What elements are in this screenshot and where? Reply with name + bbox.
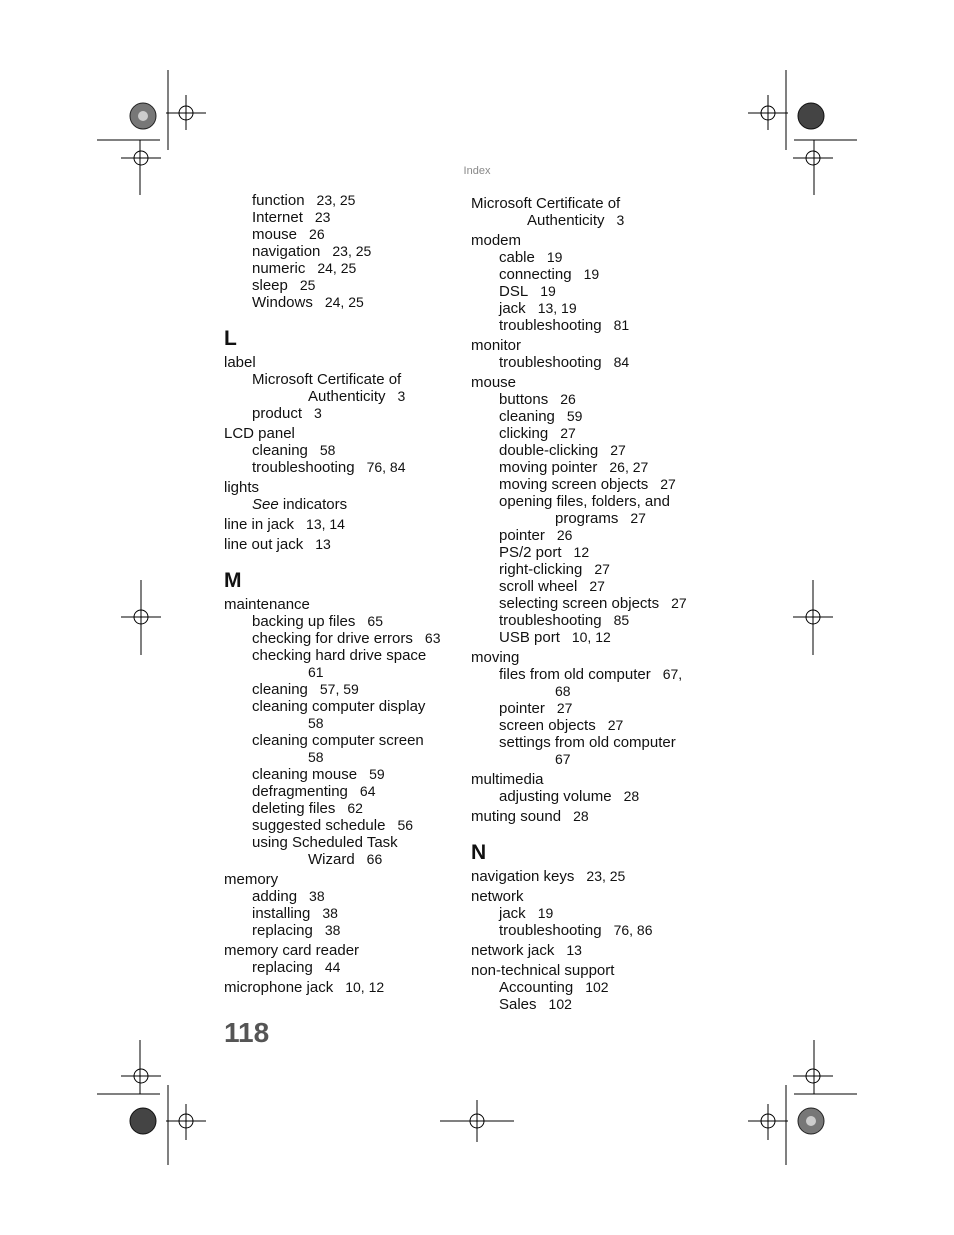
index-entry xyxy=(471,195,711,212)
index-term: connecting xyxy=(499,266,572,283)
section-letter: L xyxy=(224,327,237,350)
index-term: moving xyxy=(471,649,520,666)
index-term: cleaning xyxy=(499,408,555,425)
index-entry xyxy=(471,734,711,751)
index-term: deleting files xyxy=(252,800,336,817)
index-term: Authenticity xyxy=(527,212,605,229)
index-term: cable xyxy=(499,249,535,266)
index-entry xyxy=(471,751,711,768)
index-term: troubleshooting xyxy=(499,922,602,939)
page-reference: 3 xyxy=(397,388,406,404)
index-entry xyxy=(471,493,711,510)
index-term: screen objects xyxy=(499,717,596,734)
index-column-left xyxy=(224,192,464,996)
page-reference: 13 xyxy=(315,536,331,552)
page-reference: 38 xyxy=(324,922,341,938)
index-term: modem xyxy=(471,232,522,249)
page-reference: 38 xyxy=(322,905,338,921)
page-number: 118 xyxy=(224,1017,270,1048)
page-reference: 28 xyxy=(573,808,589,824)
page-reference: 27 xyxy=(594,561,610,577)
index-entry xyxy=(471,283,711,300)
index-term: navigation xyxy=(252,243,321,260)
index-entry xyxy=(224,192,464,209)
page-reference: 19 xyxy=(537,905,554,921)
index-term: checking for drive errors xyxy=(252,630,413,647)
index-entry xyxy=(471,425,711,442)
index-entry xyxy=(224,942,464,959)
page-reference: 19 xyxy=(540,283,556,299)
index-entry xyxy=(224,749,464,766)
index-term: backing up files xyxy=(252,613,356,630)
index-entry xyxy=(224,536,464,553)
index-term: pointer xyxy=(499,527,545,544)
index-term: line out jack xyxy=(224,536,304,553)
index-entry xyxy=(471,683,711,700)
index-entry xyxy=(224,496,464,513)
index-term: network jack xyxy=(471,942,555,959)
index-term: indicators xyxy=(282,496,348,513)
index-term: programs xyxy=(555,510,619,527)
index-entry xyxy=(471,408,711,425)
index-term: Microsoft Certificate of xyxy=(471,195,621,212)
index-entry xyxy=(224,715,464,732)
index-entry xyxy=(471,337,711,354)
index-term: selecting screen objects xyxy=(499,595,660,612)
index-term: adjusting volume xyxy=(499,788,612,805)
index-term: Authenticity xyxy=(308,388,386,405)
index-entry xyxy=(471,996,711,1013)
index-entry xyxy=(471,354,711,371)
page-reference: 26, 27 xyxy=(609,459,649,475)
index-term: troubleshooting xyxy=(499,354,602,371)
index-term: mouse xyxy=(252,226,298,243)
index-term: cleaning xyxy=(252,681,308,698)
page-reference: 65 xyxy=(367,613,383,629)
section-letter: M xyxy=(224,569,242,592)
index-term: pointer xyxy=(499,700,545,717)
index-term: suggested schedule xyxy=(252,817,386,834)
page-reference: 24, 25 xyxy=(317,260,357,276)
index-entry xyxy=(224,647,464,664)
page-reference: 59 xyxy=(369,766,385,782)
see-reference: See xyxy=(252,496,279,513)
page-reference: 61 xyxy=(308,664,324,680)
index-entry xyxy=(224,959,464,976)
index-entry xyxy=(224,905,464,922)
page-reference: 63 xyxy=(424,630,441,646)
index-entry xyxy=(224,354,464,371)
index-entry xyxy=(224,979,464,996)
index-term: adding xyxy=(252,888,298,905)
index-entry xyxy=(471,300,711,317)
index-term: non-technical support xyxy=(471,962,615,979)
index-entry xyxy=(224,294,464,311)
index-entry xyxy=(471,544,711,561)
index-term: moving pointer xyxy=(499,459,598,476)
index-entry xyxy=(224,834,464,851)
page-reference: 28 xyxy=(623,788,640,804)
index-entry xyxy=(224,766,464,783)
page-reference: 26 xyxy=(556,527,573,543)
index-entry xyxy=(224,681,464,698)
index-term: maintenance xyxy=(224,596,310,613)
index-term: microphone jack xyxy=(224,979,334,996)
index-entry xyxy=(471,561,711,578)
index-entry xyxy=(224,732,464,749)
page-reference: 26 xyxy=(560,391,576,407)
index-entry xyxy=(471,905,711,922)
index-entry xyxy=(471,649,711,666)
index-entry xyxy=(224,871,464,888)
index-entry xyxy=(224,260,464,277)
index-term: memory card reader xyxy=(224,942,360,959)
index-term: monitor xyxy=(471,337,522,354)
page-reference: 66 xyxy=(366,851,383,867)
page-reference: 102 xyxy=(585,979,609,995)
page-reference: 58 xyxy=(319,442,336,458)
page-reference: 3 xyxy=(616,212,625,228)
index-column-right xyxy=(471,192,711,1013)
index-term: cleaning computer screen xyxy=(252,732,424,749)
page-reference: 58 xyxy=(308,715,324,731)
index-entry xyxy=(471,212,711,229)
index-entry xyxy=(471,700,711,717)
index-entry xyxy=(224,277,464,294)
index-term: double-clicking xyxy=(499,442,599,459)
page-reference: 59 xyxy=(566,408,583,424)
index-entry xyxy=(471,442,711,459)
index-entry xyxy=(224,226,464,243)
index-term: right-clicking xyxy=(499,561,583,578)
index-term: lights xyxy=(224,479,260,496)
index-term: opening files, folders, and xyxy=(499,493,670,510)
index-entry xyxy=(224,388,464,405)
index-term: checking hard drive space xyxy=(252,647,427,664)
index-term: numeric xyxy=(252,260,306,277)
index-entry xyxy=(471,578,711,595)
index-entry xyxy=(224,664,464,681)
index-entry xyxy=(224,888,464,905)
index-term: files from old computer xyxy=(499,666,651,683)
index-entry xyxy=(224,783,464,800)
page-reference: 27 xyxy=(630,510,646,526)
index-entry xyxy=(471,595,711,612)
index-term: cleaning mouse xyxy=(252,766,358,783)
index-entry xyxy=(224,516,464,533)
page-reference: 12 xyxy=(573,544,590,560)
index-term: defragmenting xyxy=(252,783,348,800)
page-reference: 67 xyxy=(555,751,571,767)
index-term: scroll wheel xyxy=(499,578,578,595)
page-reference: 27 xyxy=(607,717,624,733)
index-entry xyxy=(224,479,464,496)
page-reference: 57, 59 xyxy=(319,681,359,697)
page-reference: 85 xyxy=(613,612,630,628)
index-term: Accounting xyxy=(499,979,574,996)
index-entry xyxy=(224,442,464,459)
index-entry xyxy=(224,405,464,422)
index-term: multimedia xyxy=(471,771,544,788)
index-entry xyxy=(471,922,711,939)
index-term: troubleshooting xyxy=(499,317,602,334)
index-term: network xyxy=(471,888,524,905)
page-reference: 76, 84 xyxy=(366,459,406,475)
page-reference: 26 xyxy=(309,226,325,242)
index-entry xyxy=(471,868,711,885)
index-term: mouse xyxy=(471,374,517,391)
index-term: jack xyxy=(499,300,526,317)
page-reference: 38 xyxy=(309,888,325,904)
index-term: sleep xyxy=(252,277,288,294)
page-reference: 19 xyxy=(546,249,563,265)
page-reference: 27 xyxy=(660,476,676,492)
index-term: buttons xyxy=(499,391,549,408)
index-entry xyxy=(224,371,464,388)
page-reference: 67, xyxy=(662,666,683,682)
page-reference: 10, 12 xyxy=(571,629,611,645)
page-reference: 44 xyxy=(324,959,341,975)
index-entry xyxy=(224,425,464,442)
page-reference: 23, 25 xyxy=(332,243,372,259)
index-term: DSL xyxy=(499,283,529,300)
index-term: jack xyxy=(499,905,526,922)
section-letter: N xyxy=(471,841,487,864)
index-term: line in jack xyxy=(224,516,295,533)
index-entry xyxy=(224,817,464,834)
index-entry xyxy=(471,629,711,646)
index-entry xyxy=(471,942,711,959)
page-reference: 76, 86 xyxy=(613,922,653,938)
page-reference: 23 xyxy=(314,209,331,225)
index-entry xyxy=(471,391,711,408)
index-entry xyxy=(224,596,464,613)
index-entry xyxy=(471,888,711,905)
index-term: muting sound xyxy=(471,808,562,825)
index-term: settings from old computer xyxy=(499,734,676,751)
index-term: moving screen objects xyxy=(499,476,649,493)
index-term: label xyxy=(224,354,256,371)
index-term: using Scheduled Task xyxy=(252,834,398,851)
page-reference: 64 xyxy=(359,783,376,799)
index-term: LCD panel xyxy=(224,425,295,442)
index-entry xyxy=(224,630,464,647)
index-entry xyxy=(224,209,464,226)
page-reference: 27 xyxy=(671,595,687,611)
index-entry xyxy=(471,266,711,283)
index-entry xyxy=(471,476,711,493)
page-reference: 27 xyxy=(556,700,573,716)
index-term: product xyxy=(252,405,303,422)
index-entry xyxy=(471,317,711,334)
index-term: troubleshooting xyxy=(499,612,602,629)
page-reference: 62 xyxy=(347,800,363,816)
index-entry xyxy=(471,666,711,683)
index-term: troubleshooting xyxy=(252,459,355,476)
index-entry xyxy=(224,459,464,476)
page-reference: 102 xyxy=(548,996,572,1012)
page-reference: 13 xyxy=(566,942,582,958)
index-term: cleaning xyxy=(252,442,308,459)
index-entry xyxy=(224,851,464,868)
index-entry xyxy=(471,788,711,805)
index-term: navigation keys xyxy=(471,868,575,885)
index-entry xyxy=(224,698,464,715)
index-entry xyxy=(471,249,711,266)
index-entry xyxy=(471,232,711,249)
index-term: Windows xyxy=(252,294,313,311)
index-entry xyxy=(471,962,711,979)
index-entry xyxy=(471,771,711,788)
index-term: installing xyxy=(252,905,311,922)
page-reference: 81 xyxy=(613,317,630,333)
page-reference: 58 xyxy=(308,749,324,765)
running-head: Index xyxy=(463,165,491,177)
index-entry xyxy=(224,922,464,939)
page-reference: 27 xyxy=(610,442,626,458)
page-reference: 19 xyxy=(583,266,600,282)
index-entry xyxy=(471,612,711,629)
page-reference: 84 xyxy=(613,354,630,370)
index-entry xyxy=(471,979,711,996)
page-reference: 27 xyxy=(589,578,605,594)
index-entry xyxy=(224,613,464,630)
index-term: PS/2 port xyxy=(499,544,562,561)
index-term: Microsoft Certificate of xyxy=(252,371,402,388)
index-term: cleaning computer display xyxy=(252,698,426,715)
index-term: USB port xyxy=(499,629,560,646)
index-entry xyxy=(471,527,711,544)
page-reference: 13, 14 xyxy=(306,516,345,532)
index-term: replacing xyxy=(252,959,313,976)
page-reference: 10, 12 xyxy=(345,979,385,995)
index-term: Internet xyxy=(252,209,303,226)
page-reference: 3 xyxy=(314,405,322,421)
index-entry xyxy=(471,717,711,734)
index-term: replacing xyxy=(252,922,313,939)
index-entry xyxy=(471,459,711,476)
page-reference: 25 xyxy=(299,277,316,293)
page-reference: 23, 25 xyxy=(586,868,626,884)
index-term: Sales xyxy=(499,996,537,1013)
index-entry xyxy=(471,510,711,527)
index-entry xyxy=(224,800,464,817)
page-reference: 23, 25 xyxy=(316,192,356,208)
index-term: clicking xyxy=(499,425,549,442)
index-term: Wizard xyxy=(308,851,355,868)
index-entry xyxy=(471,374,711,391)
index-term: memory xyxy=(224,871,279,888)
page-reference: 27 xyxy=(560,425,576,441)
index-term: function xyxy=(252,192,305,209)
page-reference: 13, 19 xyxy=(537,300,577,316)
index-entry xyxy=(224,243,464,260)
page-reference: 68 xyxy=(555,683,571,699)
index-entry xyxy=(471,808,711,825)
page-reference: 24, 25 xyxy=(324,294,364,310)
page-reference: 56 xyxy=(397,817,414,833)
